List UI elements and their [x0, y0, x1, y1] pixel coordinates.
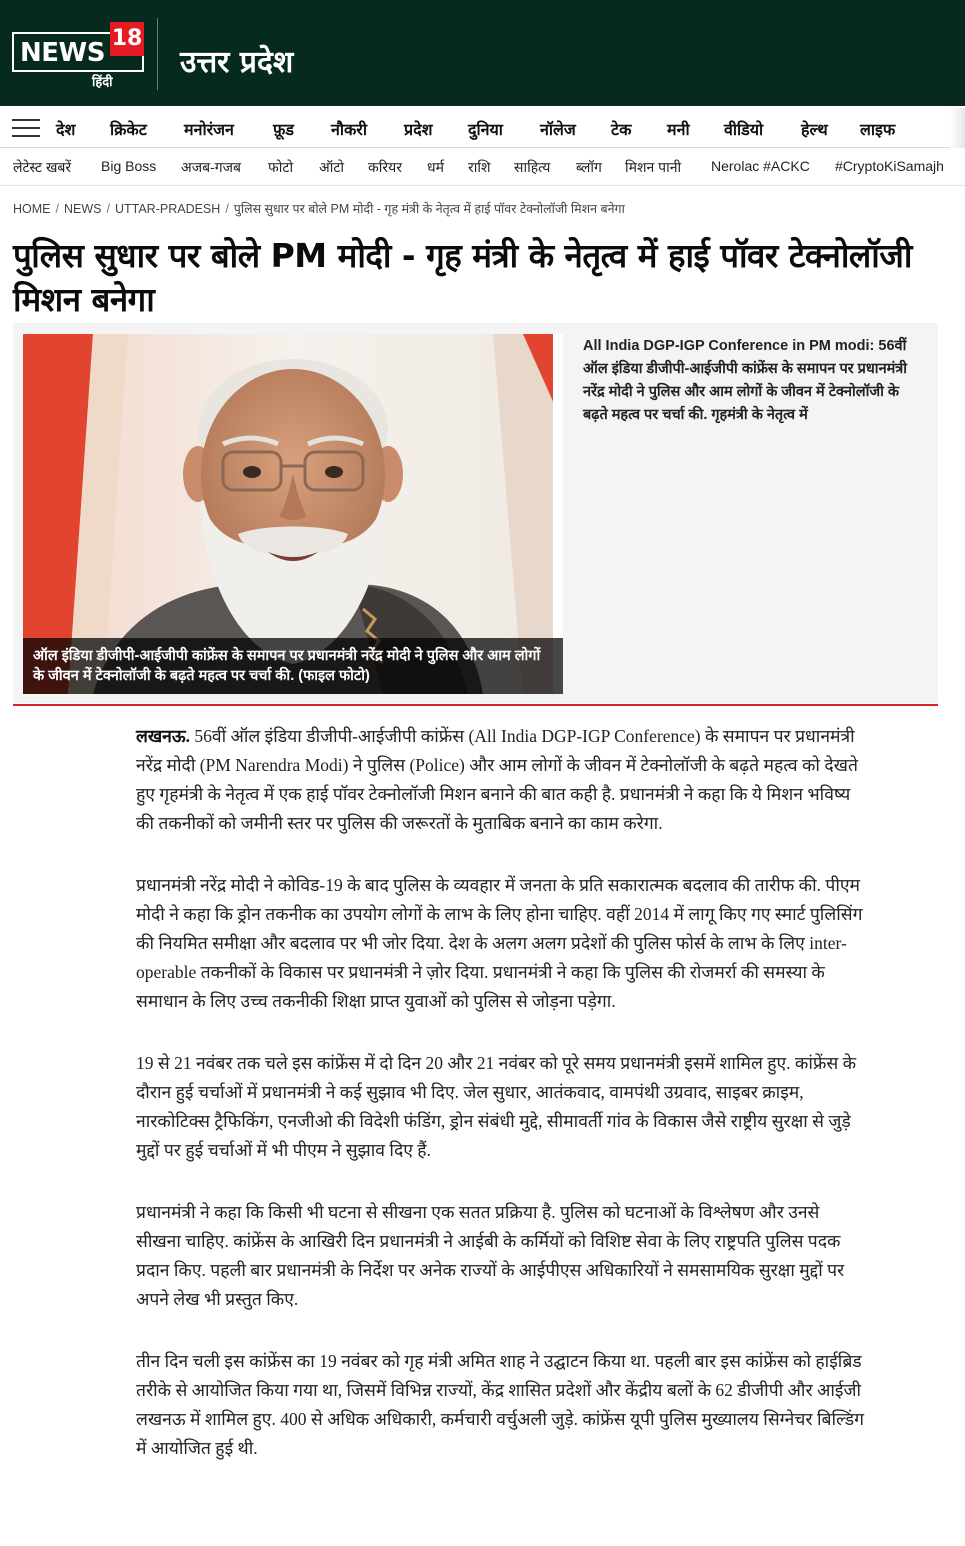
- subnav-item-ajab-gajab[interactable]: अजब-गजब: [181, 159, 242, 175]
- breadcrumb: HOME / NEWS / UTTAR-PRADESH / पुलिस सुधार पर बोले PM मोदी - गृह मंत्री के नेतृत्व में हाई पॉवर टेक्नोलॉजी मिशन बनेगा: [13, 202, 625, 216]
- nav-item-jobs[interactable]: नौकरी: [331, 122, 368, 139]
- article-paragraph: तीन दिन चली इस कांफ्रेंस का 19 नवंबर को गृह मंत्री अमित शाह ने उद्घाटन किया था. पहली बार इस कांफ्रेंस को हाईब्रिड तरीके से आयोजित किया गया था, जिसमें विभिन्न राज्यों, केंद्र शासित प्रदेशों और केंद्रीय बलों के 62 डीजीपी और आईजी लखनऊ में शामिल हुए. 400 से अधिक अधिकारी, कर्मचारी वर्चुअली जुड़े. कांफ्रेंस यूपी पुलिस मुख्यालय सिग्नेचर बिल्डिंग में आयोजित हुई थी.: [136, 1351, 864, 1458]
- breadcrumb-uttar-pradesh[interactable]: UTTAR-PRADESH: [114, 202, 221, 216]
- article-summary: All India DGP-IGP Conference in PM modi: 56वीं ऑल इंडिया डीजीपी-आईजीपी कांफ्रेंस के समापन पर प्रधानमंत्री नरेंद्र मोदी ने पुलिस और आम लोगों के जीवन में टेक्नोलॉजी के बढ़ते महत्व पर चर्चा की. गृहमंत्री के नेतृत्व में: [583, 338, 908, 423]
- subnav-item-crypto[interactable]: #CryptoKiSamajh: [835, 158, 944, 174]
- secondary-nav: [0, 148, 965, 186]
- nav-item-tech[interactable]: टेक: [611, 122, 632, 139]
- article-paragraph: 19 से 21 नवंबर तक चले इस कांफ्रेंस में दो दिन 20 और 21 नवंबर को पूरे समय प्रधानमंत्री इसमें शामिल हुए. कांफ्रेंस के दौरान हुई चर्चाओं में प्रधानमंत्री ने कई सुझाव भी दिए. जेल सुधार, आतंकवाद, वामपंथी उग्रवाद, साइबर क्राइम, नारकोटिक्स ट्रैफिकिंग, एनजीओ की विदेशी फंडिंग, ड्रोन संबंधी मुद्दे, सीमावर्ती गांव के विकास जैसे राष्ट्रीय सुरक्षा से जुड़े मुद्दों पर हुई चर्चाओं में भी पीएम ने सुझाव दिए हैं.: [136, 1053, 857, 1160]
- nav-scroll-fade: [950, 108, 965, 148]
- subnav-item-mission-pani[interactable]: मिशन पानी: [625, 159, 682, 175]
- article-headline: पुलिस सुधार पर बोले PM मोदी - गृह मंत्री के नेतृत्व में हाई पॉवर टेक्नोलॉजी मिशन बनेगा: [13, 236, 912, 319]
- nav-item-entertainment[interactable]: मनोरंजन: [184, 122, 234, 139]
- breadcrumb-current: पुलिस सुधार पर बोले PM मोदी - गृह मंत्री के नेतृत्व में हाई पॉवर टेक्नोलॉजी मिशन बनेगा: [233, 202, 625, 216]
- subnav-item-latest[interactable]: लेटेस्ट खबरें: [13, 159, 72, 175]
- subnav-item-dharm[interactable]: धर्म: [427, 159, 444, 175]
- subnav-item-career[interactable]: करियर: [368, 159, 402, 175]
- logo-text: NEWS: [20, 38, 105, 68]
- paragraph-text: 56वीं ऑल इंडिया डीजीपी-आईजीपी कांफ्रेंस (All India DGP-IGP Conference) के समापन पर प्रधानमंत्री नरेंद्र मोदी (PM Narendra Modi) ने पुलिस (Police) और आम लोगों के जीवन में टेक्नोलॉजी के बढ़ते महत्व को देखते हुए गृहमंत्री के नेतृत्व में एक हाई पॉवर टेक्नोलॉजी मिशन बनाने की बात कही है. प्रधानमंत्री ने कहा कि ये मिशन भविष्य की तकनीकों को जमीनी स्तर पर पुलिस की जरूरतों के मुताबिक बनाने का काम करेगा.: [136, 726, 858, 833]
- article-image[interactable]: [23, 334, 563, 694]
- nav-item-health[interactable]: हेल्थ: [801, 122, 828, 139]
- site-header: [0, 0, 965, 106]
- logo-number: 18: [110, 22, 144, 56]
- subnav-item-bigboss[interactable]: Big Boss: [101, 158, 157, 174]
- article-dateline: लखनऊ.: [136, 726, 191, 746]
- subnav-item-nerolac[interactable]: Nerolac #ACKC: [711, 158, 810, 174]
- nav-item-knowledge[interactable]: नॉलेज: [540, 122, 576, 139]
- subnav-item-rashi[interactable]: राशि: [468, 159, 491, 175]
- section-title[interactable]: उत्तर प्रदेश: [180, 45, 294, 80]
- article-body: [136, 722, 866, 1496]
- nav-item-video[interactable]: वीडियो: [724, 122, 764, 139]
- breadcrumb-news[interactable]: NEWS: [63, 202, 102, 216]
- logo-box: [12, 26, 144, 72]
- nav-item-pradesh[interactable]: प्रदेश: [404, 122, 433, 139]
- subnav-item-sahitya[interactable]: साहित्य: [514, 159, 551, 175]
- article-paragraph: प्रधानमंत्री ने कहा कि किसी भी घटना से सीखना एक सतत प्रक्रिया है. पुलिस को घटनाओं के विश्लेषण और उनसे सीखना चाहिए. कांफ्रेंस के आखिरी दिन प्रधानमंत्री ने आईबी के कर्मियों को विशिष्ट सेवा के लिए राष्ट्रपति पुलिस पदक प्रदान किए. पहली बार प्रधानमंत्री के निर्देश पर अनेक राज्यों के आईपीएस अधिकारियों ने समसामयिक सुरक्षा मुद्दों पर अपने लेख भी प्रस्तुत किए.: [136, 1202, 845, 1309]
- image-caption: ऑल इंडिया डीजीपी-आईजीपी कांफ्रेंस के समापन पर प्रधानमंत्री नरेंद्र मोदी ने पुलिस और आम लोगों के जीवन में टेक्नोलॉजी के बढ़ते महत्व पर चर्चा की. (फाइल फोटो): [23, 638, 563, 694]
- subnav-item-auto[interactable]: ऑटो: [319, 159, 345, 175]
- nav-item-world[interactable]: दुनिया: [468, 122, 503, 139]
- news18-logo[interactable]: [12, 20, 144, 92]
- nav-item-money[interactable]: मनी: [667, 122, 690, 139]
- nav-item-food[interactable]: फ़ूड: [273, 122, 294, 139]
- nav-item-desh[interactable]: देश: [56, 122, 76, 139]
- nav-item-cricket[interactable]: क्रिकेट: [110, 122, 147, 139]
- primary-nav: [0, 108, 950, 148]
- hamburger-menu-icon[interactable]: [12, 118, 40, 138]
- article-paragraph: प्रधानमंत्री नरेंद्र मोदी ने कोविड-19 के बाद पुलिस के व्यवहार में जनता के प्रति सकारात्मक बदलाव की तारीफ की. पीएम मोदी ने कहा कि ड्रोन तकनीक का उपयोग लोगों के लाभ के लिए होना चाहिए. वहीं 2014 में लागू किए गए स्मार्ट पुलिसिंग की नियमित समीक्षा और बदलाव पर भी जोर दिया. देश के अलग अलग प्रदेशों की पुलिस फोर्स के लाभ के लिए inter-operable तकनीकों के विकास पर प्रधानमंत्री ने ज़ोर दिया. प्रधानमंत्री ने कहा कि पुलिस की रोजमर्रा की समस्या के समाधान के लिए उच्च तकनीकी शिक्षा प्राप्त युवाओं को पुलिस से जोड़ना पड़ेगा.: [136, 875, 863, 1011]
- nav-item-life[interactable]: लाइफ: [860, 122, 896, 139]
- hero-section: [13, 323, 938, 703]
- article-paragraph: [136, 722, 866, 838]
- subnav-item-photo[interactable]: फोटो: [268, 159, 294, 175]
- logo-hindi-label: हिंदी: [92, 74, 113, 89]
- section-divider: [13, 704, 938, 706]
- header-divider: [157, 18, 158, 90]
- subnav-item-blog[interactable]: ब्लॉग: [576, 159, 602, 175]
- breadcrumb-home[interactable]: HOME: [13, 202, 51, 216]
